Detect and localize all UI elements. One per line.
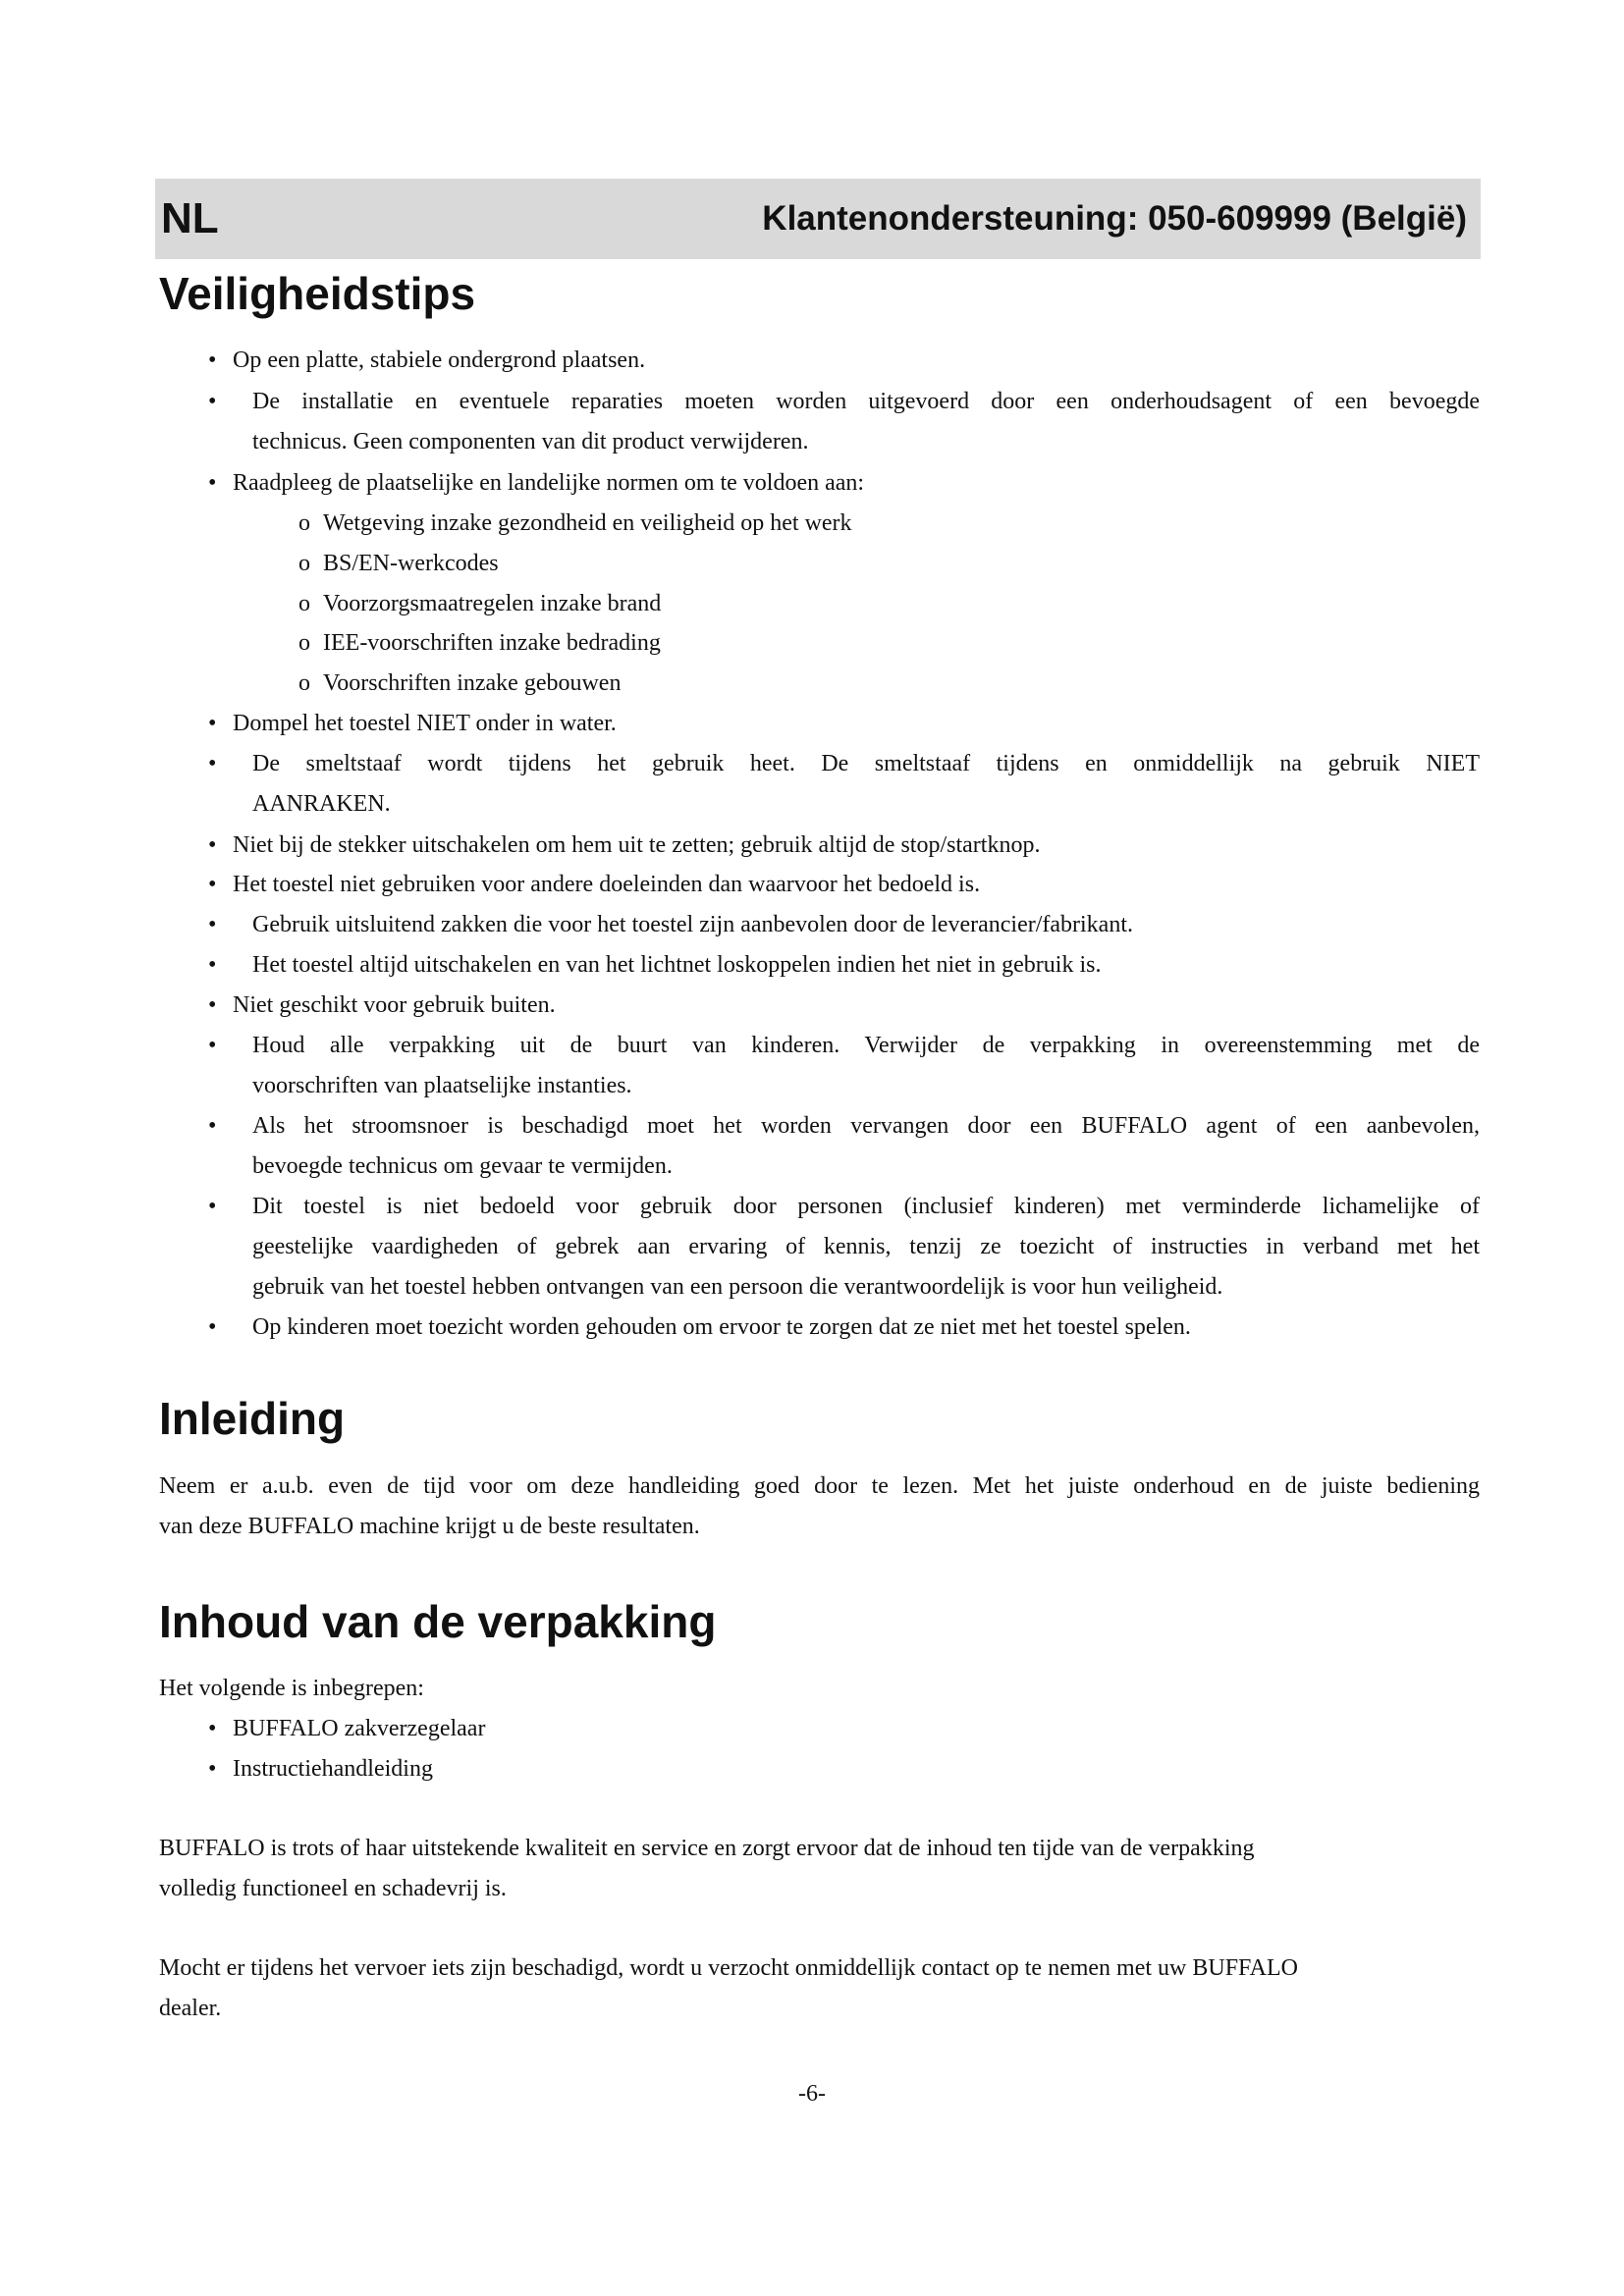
safety-item-cont: gebruik van het toestel hebben ontvangen van een persoon die verantwoordelijk is voor hun veiligheid. [252,1274,1223,1300]
safety-item: Op een platte, stabiele ondergrond plaatsen. [233,347,646,373]
safety-item: Het toestel altijd uitschakelen en van het lichtnet loskoppelen indien het niet in gebruik is. [252,952,1102,978]
bullet-icon: • [208,952,217,978]
sub-item: Voorschriften inzake gebouwen [323,670,622,696]
support-phone: Klantenondersteuning: 050-609999 (België) [762,199,1467,238]
safety-item: Houd alle verpakking uit de buurt van kinderen. Verwijder de verpakking in overeenstemming met de [252,1033,1480,1058]
safety-item: Gebruik uitsluitend zakken die voor het toestel zijn aanbevolen door de leverancier/fabrikant. [252,912,1133,937]
bullet-icon: • [208,992,217,1018]
bullet-icon: • [208,1756,217,1782]
safety-item: Raadpleeg de plaatselijke en landelijke normen om te voldoen aan: [233,470,865,496]
intro-text: Neem er a.u.b. even de tijd voor om deze handleiding goed door te lezen. Met het juiste onderhoud en de juiste bediening [159,1473,1480,1499]
page-header [155,179,1481,259]
safety-item-cont: voorschriften van plaatselijke instanties. [252,1073,632,1098]
safety-item-cont: technicus. Geen componenten van dit product verwijderen. [252,429,809,454]
sub-item: BS/EN-werkcodes [323,551,499,576]
intro-text-cont: van deze BUFFALO machine krijgt u de beste resultaten. [159,1514,700,1539]
safety-item-cont: bevoegde technicus om gevaar te vermijden. [252,1153,673,1179]
sub-item: IEE-voorschriften inzake bedrading [323,630,661,656]
bullet-icon: • [208,389,217,414]
bullet-icon: • [208,1113,217,1139]
safety-item: Het toestel niet gebruiken voor andere doeleinden dan waarvoor het bedoeld is. [233,872,981,897]
bullet-icon: • [208,470,217,496]
safety-item-cont: AANRAKEN. [252,791,391,817]
bullet-icon: • [208,1033,217,1058]
contents-item: Instructiehandleiding [233,1756,433,1782]
circle-bullet-icon: o [298,551,310,576]
sub-item: Voorzorgsmaatregelen inzake brand [323,591,662,616]
contents-lead: Het volgende is inbegrepen: [159,1676,424,1701]
bullet-icon: • [208,912,217,937]
safety-item: Niet bij de stekker uitschakelen om hem uit te zetten; gebruik altijd de stop/startknop. [233,832,1041,858]
safety-item: Niet geschikt voor gebruik buiten. [233,992,556,1018]
bullet-icon: • [208,751,217,776]
bullet-icon: • [208,1716,217,1741]
bullet-icon: • [208,872,217,897]
safety-item: De smeltstaaf wordt tijdens het gebruik heet. De smeltstaaf tijdens en onmiddellijk na gebruik NIET [252,751,1480,776]
safety-item: Op kinderen moet toezicht worden gehouden om ervoor te zorgen dat ze niet met het toestel spelen. [252,1314,1191,1340]
circle-bullet-icon: o [298,510,310,536]
damage-text: Mocht er tijdens het vervoer iets zijn beschadigd, wordt u verzocht onmiddellijk contact op te nemen met uw BUFFALO [159,1955,1298,1981]
damage-text-cont: dealer. [159,1996,222,2021]
circle-bullet-icon: o [298,670,310,696]
bullet-icon: • [208,347,217,373]
language-code: NL [161,194,219,242]
safety-item-cont: geestelijke vaardigheden of gebrek aan ervaring of kennis, tenzij ze toezicht of instructies in verband met het [252,1234,1480,1259]
sub-item: Wetgeving inzake gezondheid en veiligheid op het werk [323,510,852,536]
section-title-intro: Inleiding [159,1393,346,1444]
section-title-safety: Veiligheidstips [159,268,476,319]
page-number: -6- [798,2081,826,2107]
safety-item: Als het stroomsnoer is beschadigd moet het worden vervangen door een BUFFALO agent of een aanbevolen, [252,1113,1480,1139]
bullet-icon: • [208,832,217,858]
quality-text: BUFFALO is trots of haar uitstekende kwaliteit en service en zorgt ervoor dat de inhoud ten tijde van de verpakking [159,1836,1255,1861]
circle-bullet-icon: o [298,630,310,656]
contents-item: BUFFALO zakverzegelaar [233,1716,486,1741]
bullet-icon: • [208,711,217,736]
circle-bullet-icon: o [298,591,310,616]
section-title-contents: Inhoud van de verpakking [159,1596,717,1647]
safety-item: Dit toestel is niet bedoeld voor gebruik door personen (inclusief kinderen) met verminderde lichamelijke of [252,1194,1480,1219]
bullet-icon: • [208,1314,217,1340]
safety-item: De installatie en eventuele reparaties moeten worden uitgevoerd door een onderhoudsagent of een bevoegde [252,389,1480,414]
bullet-icon: • [208,1194,217,1219]
safety-item: Dompel het toestel NIET onder in water. [233,711,617,736]
quality-text-cont: volledig functioneel en schadevrij is. [159,1876,507,1901]
